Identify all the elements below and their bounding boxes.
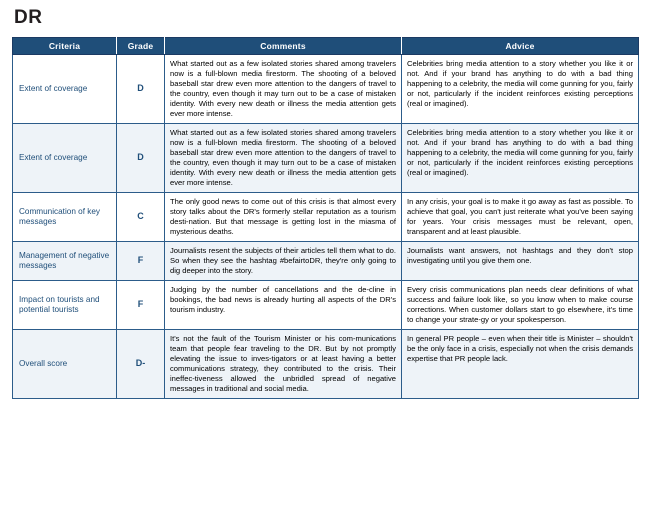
table-row xyxy=(13,193,639,242)
cell-advice: In general PR people – even when their title is Minister – shouldn't be the only face in a crisis, especially not when the crisis demands expertise that PR people lack. xyxy=(402,330,639,399)
table-row xyxy=(13,124,639,193)
cell-advice: Celebrities bring media attention to a story whether you like it or not. And if your brand has anything to do with a bad thing happening to a celebrity, the media will come gunning for you, fairly or not, particularly if the incident reinforces existing perceptions (real or imagined). xyxy=(402,54,639,123)
cell-advice: In any crisis, your goal is to make it go away as fast as possible. To achieve that goal, you can't just reiterate what you've been saying for years. Your crisis messages must be relevant, open, transparent and at least plausible. xyxy=(402,193,639,242)
cell-grade: F xyxy=(117,242,165,281)
cell-comments: Judging by the number of cancellations and the de-cline in bookings, the bad news is already hurting all aspects of the DR's tourism industry. xyxy=(165,281,402,330)
cell-grade: F xyxy=(117,281,165,330)
table-body xyxy=(13,54,639,398)
cell-criteria: Communication of key messages xyxy=(13,193,117,242)
cell-criteria: Extent of coverage xyxy=(13,124,117,193)
column-header-grade: Grade xyxy=(117,37,165,54)
cell-advice: Every crisis communications plan needs clear definitions of what success and failure look like, so you know when to make course corrections. When customer dollars start to go elsewhere, it's time to change your strate-gy or your spokesperson. xyxy=(402,281,639,330)
scorecard-table xyxy=(12,37,639,399)
cell-grade: D xyxy=(117,54,165,123)
cell-comments: The only good news to come out of this crisis is that almost every story talks about the DR's formerly stellar reputation as a tourism desti-nation. But that message is getting lost in the miasma of mysterious deaths. xyxy=(165,193,402,242)
table-row xyxy=(13,330,639,399)
table-header xyxy=(13,37,639,54)
cell-grade: C xyxy=(117,193,165,242)
cell-comments: It's not the fault of the Tourism Minister or his com-munications team that people fear traveling to the DR. But by not promptly elevating the issue to inves-tigators or at least having a better communications strategy, they contributed to the crisis. Their ineffec-tiveness allowed the unbridled spread of negative messages in traditional and social media. xyxy=(165,330,402,399)
column-header-comments: Comments xyxy=(165,37,402,54)
cell-advice: Celebrities bring media attention to a story whether you like it or not. And if your brand has anything to do with a bad thing happening to a celebrity, the media will come gunning for you, fairly or not, particularly if the incident reinforces existing perceptions (real or imagined). xyxy=(402,124,639,193)
cell-advice: Journalists want answers, not hashtags and they don't stop investigating until you give them one. xyxy=(402,242,639,281)
cell-comments: What started out as a few isolated stories shared among travelers now is a full-blown media firestorm. The shooting of a beloved baseball star drew even more attention to the dangers of travel to the country, even though it may turn out to be a case of mistaken identity. With every new death or illness the media attention gets ever more intense. xyxy=(165,54,402,123)
cell-grade: D- xyxy=(117,330,165,399)
cell-criteria: Management of negative messages xyxy=(13,242,117,281)
table-row xyxy=(13,281,639,330)
column-header-advice: Advice xyxy=(402,37,639,54)
cell-comments: Journalists resent the subjects of their articles tell them what to do. So when they see the hashtag #befairtoDR, they're only going to dig deeper into the story. xyxy=(165,242,402,281)
cell-criteria: Extent of coverage xyxy=(13,54,117,123)
table-row xyxy=(13,54,639,123)
table-row xyxy=(13,242,639,281)
page-title: DR xyxy=(14,7,43,28)
table-header-row xyxy=(13,37,639,54)
cell-criteria: Overall score xyxy=(13,330,117,399)
cell-criteria: Impact on tourists and potential tourists xyxy=(13,281,117,330)
cell-grade: D xyxy=(117,124,165,193)
cell-comments: What started out as a few isolated stories shared among travelers now is a full-blown media firestorm. The shooting of a beloved baseball star drew even more attention to the dangers of travel to the country, even though it may turn out to be a case of mistaken identity. With every new death or illness the media attention gets ever more intense. xyxy=(165,124,402,193)
column-header-criteria: Criteria xyxy=(13,37,117,54)
